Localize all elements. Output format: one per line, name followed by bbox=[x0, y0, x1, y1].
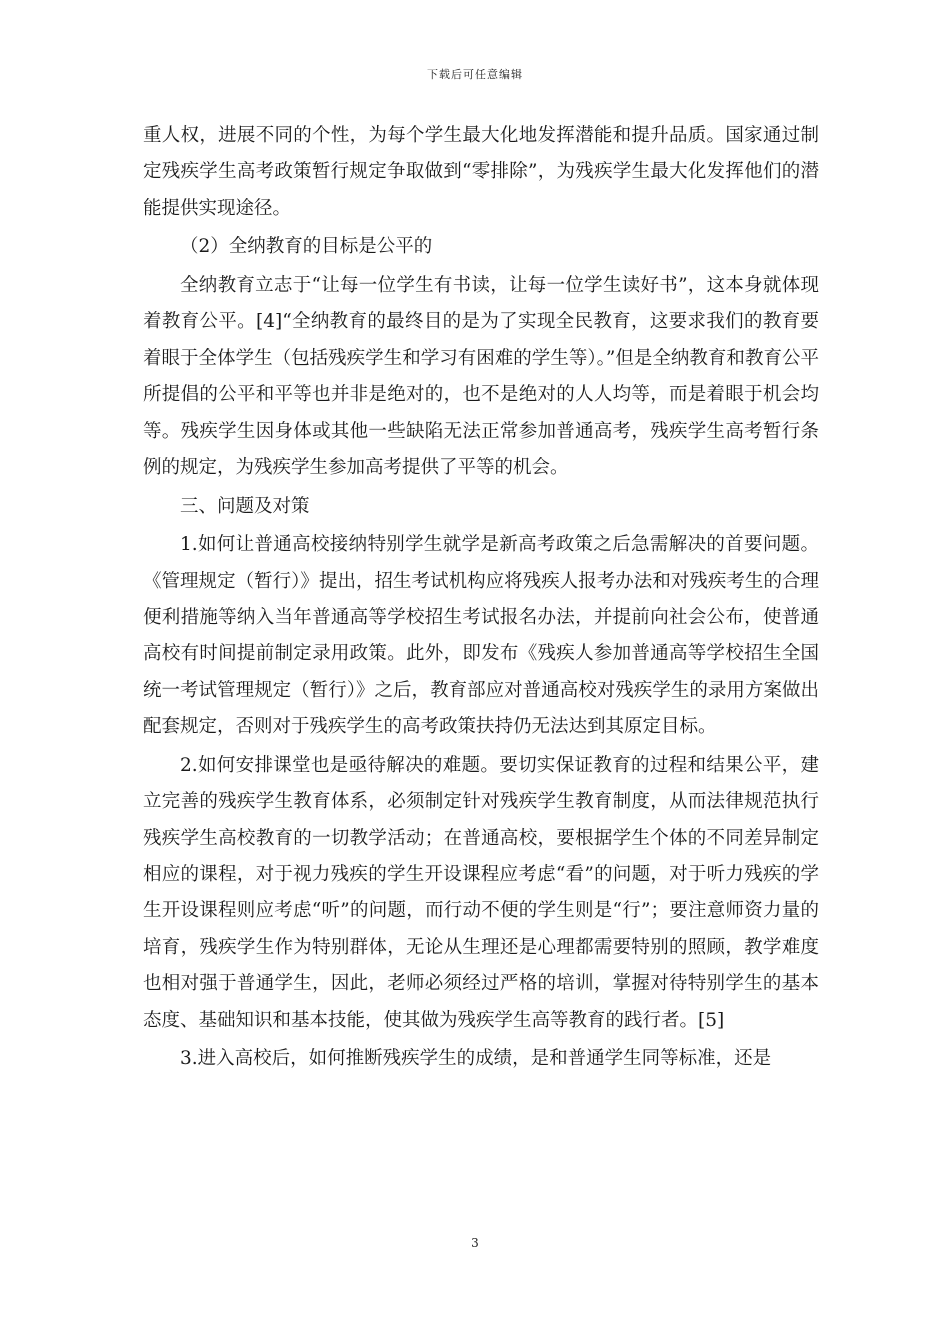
page-number: 3 bbox=[471, 1236, 479, 1250]
page-header: 下载后可任意编辑 bbox=[427, 68, 523, 81]
document-body bbox=[143, 118, 819, 1080]
paragraph-point-1: 1.如何让普通高校接纳特别学生就学是新高考政策之后急需解决的首要问题。《管理规定（暂行）》提出，招生考试机构应将残疾人报考办法和对残疾考生的合理便利措施等纳入当年普通高等学校招生考试报名办法，并提前向社会公布，使普通高校有时间提前制定录用政策。此外，即发布《残疾人参加普通高等学校招生全国统一考试管理规定（暂行）》之后，教育部应对普通高校对残疾学生的录用方案做出配套规定，否则对于残疾学生的高考政策扶持仍无法达到其原定目标。 bbox=[143, 534, 819, 738]
paragraph-continuation: 重人权，进展不同的个性，为每个学生最大化地发挥潜能和提升品质。国家通过制定残疾学生高考政策暂行规定争取做到“零排除”，为残疾学生最大化发挥他们的潜能提供实现途径。 bbox=[143, 125, 819, 219]
subheading-goal-fairness: （2）全纳教育的目标是公平的 bbox=[180, 236, 433, 258]
paragraph-point-3: 3.进入高校后，如何推断残疾学生的成绩，是和普通学生同等标准，还是 bbox=[180, 1048, 772, 1070]
paragraph-inclusive-education: 全纳教育立志于“让每一位学生有书读，让每一位学生读好书”，这本身就体现着教育公平。[4]“全纳教育的最终目的是为了实现全民教育，这要求我们的教育要着眼于全体学生（包括残疾学生和学习有困难的学生等）。”但是全纳教育和教育公平所提倡的公平和平等也并非是绝对的，也不是绝对的人人均等，而是着眼于机会均等。残疾学生因身体或其他一些缺陷无法正常参加普通高考，残疾学生高考暂行条例的规定，为残疾学生参加高考提供了平等的机会。 bbox=[143, 275, 819, 479]
section-heading-problems: 三、问题及对策 bbox=[180, 495, 310, 517]
paragraph-point-2: 2.如何安排课堂也是亟待解决的难题。要切实保证教育的过程和结果公平，建立完善的残疾学生教育体系，必须制定针对残疾学生教育制度，从而法律规范执行残疾学生高校教育的一切教学活动；在普通高校，要根据学生个体的不同差异制定相应的课程，对于视力残疾的学生开设课程应考虑“看”的问题，对于听力残疾的学生开设课程则应考虑“听”的问题，而行动不便的学生则是“行”；要注意师资力量的培育，残疾学生作为特别群体，无论从生理还是心理都需要特别的照顾，教学难度也相对强于普通学生，因此，老师必须经过严格的培训，掌握对待特别学生的基本态度、基础知识和基本技能，使其做为残疾学生高等教育的践行者。[5] bbox=[143, 754, 819, 1031]
